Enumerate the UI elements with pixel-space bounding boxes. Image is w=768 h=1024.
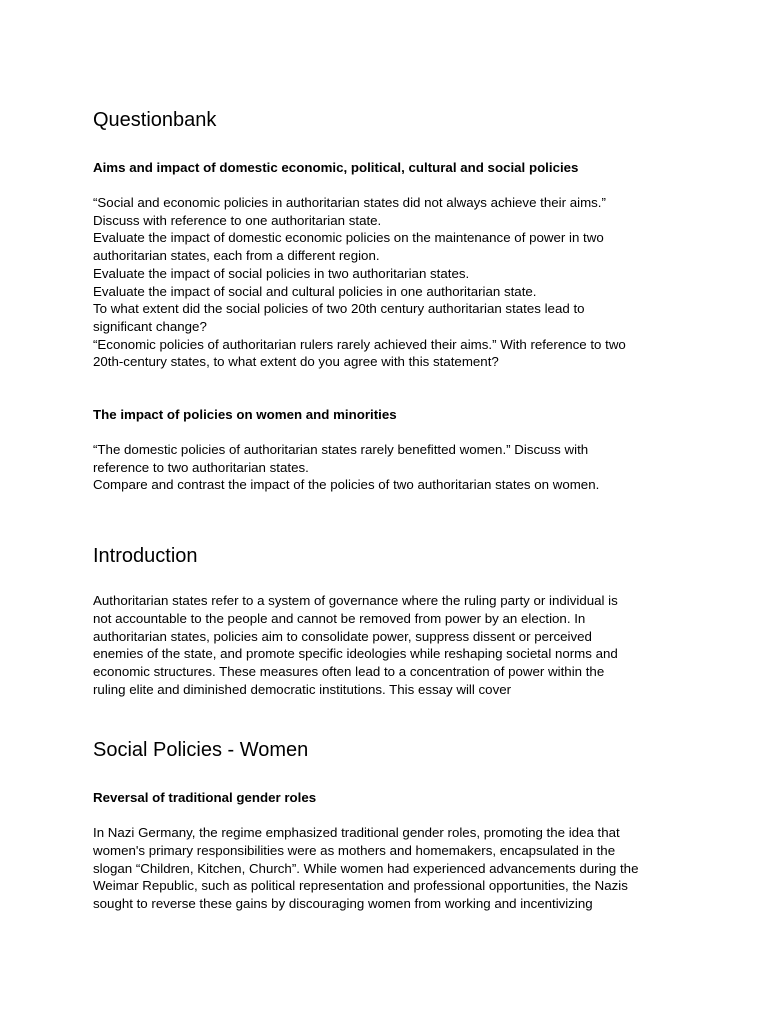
text-line: Evaluate the impact of domestic economic policies on the maintenance of power in two — [93, 230, 604, 246]
text-line: Discuss with reference to one authoritarian state. — [93, 212, 382, 228]
paragraph-women-questions — [93, 441, 673, 494]
text-line: women's primary responsibilities were as mothers and homemakers, encapsulated in the — [93, 843, 616, 859]
heading-introduction: Introduction — [93, 545, 198, 568]
text-line: sought to reverse these gains by discouraging women from working and incentivizing — [93, 896, 593, 912]
document-page — [93, 106, 673, 913]
text-line: To what extent did the social policies of two 20th century authoritarian states lead to — [93, 301, 585, 317]
text-line: slogan “Children, Kitchen, Church”. While women had experienced advancements during the — [93, 860, 639, 876]
text-line: economic structures. These measures often lead to a concentration of power within the — [93, 663, 605, 679]
text-line: “The domestic policies of authoritarian states rarely benefitted women.” Discuss with — [93, 442, 589, 458]
text-line: Evaluate the impact of social and cultural policies in one authoritarian state. — [93, 283, 537, 299]
text-line: Authoritarian states refer to a system of governance where the ruling party or individual is — [93, 593, 618, 609]
subheading-women-and-minorities: The impact of policies on women and minorities — [93, 407, 397, 423]
paragraph-introduction — [93, 592, 673, 698]
text-line: Compare and contrast the impact of the policies of two authoritarian states on women. — [93, 477, 600, 493]
heading-social-policies-women: Social Policies - Women — [93, 739, 309, 762]
text-line: authoritarian states, policies aim to consolidate power, suppress dissent or perceived — [93, 628, 592, 644]
text-line: “Social and economic policies in authoritarian states did not always achieve their aims.” — [93, 195, 606, 210]
subheading-aims-and-impact: Aims and impact of domestic economic, political, cultural and social policies — [93, 160, 579, 175]
text-line: 20th-century states, to what extent do you agree with this statement? — [93, 354, 499, 370]
text-line: reference to two authoritarian states. — [93, 459, 309, 475]
text-line: Weimar Republic, such as political representation and professional opportunities, the Nazis — [93, 878, 628, 894]
text-line: enemies of the state, and promote specific ideologies while reshaping societal norms and — [93, 646, 618, 662]
text-line: significant change? — [93, 318, 207, 334]
text-line: ruling elite and diminished democratic institutions. This essay will cover — [93, 681, 512, 697]
heading-questionbank: Questionbank — [93, 109, 217, 131]
text-line: not accountable to the people and cannot be removed from power by an election. In — [93, 610, 586, 626]
text-line: Evaluate the impact of social policies in two authoritarian states. — [93, 265, 470, 281]
paragraph-aims-questions — [93, 194, 673, 371]
text-line: authoritarian states, each from a different region. — [93, 248, 380, 264]
paragraph-gender-roles — [93, 824, 673, 913]
subheading-gender-roles: Reversal of traditional gender roles — [93, 790, 317, 806]
text-line: “Economic policies of authoritarian rulers rarely achieved their aims.” With reference to two — [93, 336, 626, 352]
text-line: In Nazi Germany, the regime emphasized traditional gender roles, promoting the idea that — [93, 825, 620, 841]
